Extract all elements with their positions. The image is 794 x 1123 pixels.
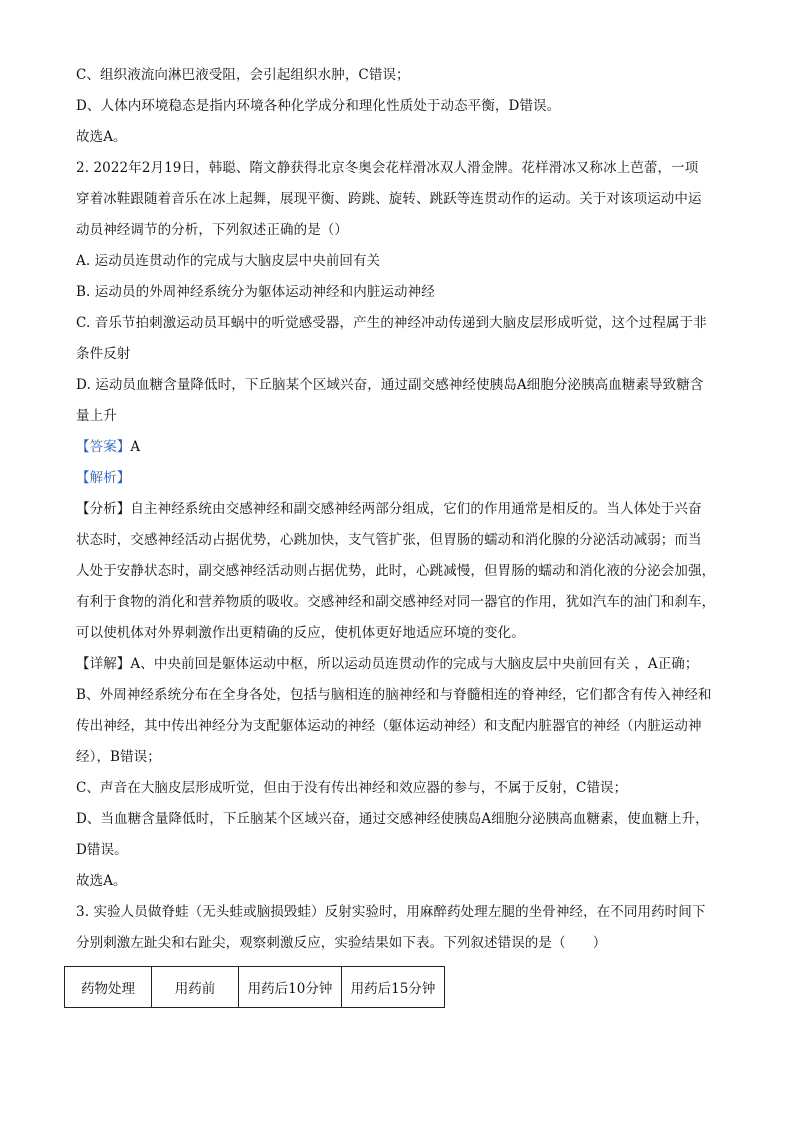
text-line: 状态时，交感神经活动占据优势，心跳加快，支气管扩张，但胃肠的蠕动和消化腺的分泌活动减弱；而当: [76, 532, 702, 548]
answer-value: A: [130, 439, 141, 455]
text-line: D、人体内环境稳态是指内环境各种化学成分和理化性质处于动态平衡，D错误。: [76, 98, 561, 114]
text-line: 故选A。: [76, 873, 127, 889]
fenxi-tag: 【分析】: [76, 501, 131, 517]
table-header-cell: 用药前: [152, 967, 239, 1008]
analysis-heading: [76, 463, 726, 494]
text-line: 穿着冰鞋跟随着音乐在冰上起舞，展现平衡、跨跳、旋转、跳跃等连贯动作的运动。关于对该项运动中运: [76, 191, 702, 207]
table-header-cell: 用药后10分钟: [239, 967, 342, 1008]
xiangjie-tag: 【详解】: [76, 656, 131, 672]
text-line: 量上升: [76, 408, 117, 424]
analysis-first-line: [76, 494, 726, 525]
option-c: C. 音乐节拍刺激运动员耳蜗中的听觉感受器，产生的神经冲动传递到大脑皮层形成听觉，这个过程属于非: [76, 315, 707, 331]
text-line: 条件反射: [76, 346, 131, 362]
text-line: 传出神经，其中传出神经分为支配躯体运动的神经（躯体运动神经）和支配内脏器官的神经（内脏运动神: [76, 718, 702, 734]
table-header-cell: 用药后15分钟: [342, 967, 445, 1008]
text-line: 人处于安静状态时，副交感神经活动则占据优势，此时，心跳减慢，但胃肠的蠕动和消化液的分泌会加强，: [76, 563, 716, 579]
document-body: [76, 60, 726, 959]
text-line: 可以使机体对外界刺激作出更精确的反应，使机体更好地适应环境的变化。: [76, 625, 525, 641]
text-line: C、组织液流向淋巴液受阻，会引起组织水肿，C错误；: [76, 67, 410, 83]
table-header-cell: 药物处理: [65, 967, 152, 1008]
analysis-text: 自主神经系统由交感神经和副交感神经两部分组成，它们的作用通常是相反的。当人体处于兴奋: [130, 501, 702, 517]
analysis-tag: 【解析】: [76, 470, 131, 486]
question-3-stem: 3. 实验人员做脊蛙（无头蛙或脑损毁蛙）反射实验时，用麻醉药处理左腿的坐骨神经，在不同用药时间下: [76, 904, 706, 920]
text-line: 动员神经调节的分析，下列叙述正确的是（）: [76, 222, 348, 238]
text-line: B、外周神经系统分布在全身各处，包括与脑相连的脑神经和与脊髓相连的脊神经，它们都含有传入神经和: [76, 687, 712, 703]
option-d: D. 运动员血糖含量降低时，下丘脑某个区域兴奋，通过副交感神经使胰岛A细胞分泌胰高血糖素导致糖含: [76, 377, 704, 393]
question-2-stem: 2. 2022年2月19日，韩聪、隋文静获得北京冬奥会花样滑冰双人滑金牌。花样滑冰又称冰上芭蕾，一项: [76, 160, 699, 176]
answer-tag: 【答案】: [76, 439, 131, 455]
option-b: B. 运动员的外周神经系统分为躯体运动神经和内脏运动神经: [76, 284, 435, 300]
text-line: 经），B错误；: [76, 749, 161, 765]
option-a: A. 运动员连贯动作的完成与大脑皮层中央前回有关: [76, 253, 381, 269]
detail-first-line: [76, 649, 726, 680]
text-line: D错误。: [76, 842, 128, 858]
text-line: C、声音在大脑皮层形成听觉，但由于没有传出神经和效应器的参与，不属于反射，C错误；: [76, 780, 628, 796]
answer-line: [76, 432, 726, 463]
table-row: [65, 967, 445, 1008]
text-line: 故选A。: [76, 129, 127, 145]
text-line: 有利于食物的消化和营养物质的吸收。交感神经和副交感神经对同一器官的作用，犹如汽车的油门和刹车，: [76, 594, 716, 610]
experiment-table: [64, 966, 445, 1008]
text-line: D、当血糖含量降低时，下丘脑某个区域兴奋，通过交感神经使胰岛A细胞分泌胰高血糖素，使血糖上升，: [76, 811, 709, 827]
detail-text: A、中央前回是躯体运动中枢，所以运动员连贯动作的完成与大脑皮层中央前回有关 ，A正确；: [130, 656, 699, 672]
text-line: 分别刺激左趾尖和右趾尖，观察刺激反应，实验结果如下表。下列叙述错误的是（ ）: [76, 935, 607, 951]
